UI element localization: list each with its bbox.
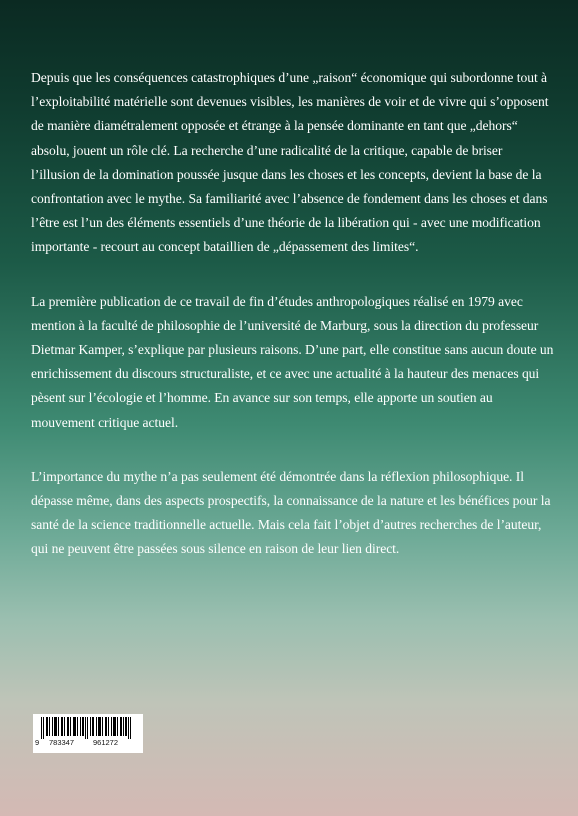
blurb-paragraph-2: La première publication de ce travail de fin d’études anthropologiques réalisé en 1979 avec mention à la faculté de philosophie de l’université de Marburg, sous la direction du professeur Dietmar Kamper, s’explique par plusieurs raisons. D’une part, elle constitue sans aucun doute un enrichissement du discours structuraliste, et ce avec une actualité à la hauteur des menaces qui pèsent sur l’écologie et l’homme. En avance sur son temps, elle apporte un soutien au mouvement critique actuel. — [31, 293, 554, 430]
isbn-barcode — [33, 714, 143, 753]
barcode-left-group: 783347 — [49, 738, 75, 747]
barcode-right-group: 961272 — [93, 738, 119, 747]
barcode-bars-graphic — [37, 717, 139, 739]
barcode-digits — [33, 738, 143, 750]
barcode-lead-digit: 9 — [35, 738, 40, 747]
blurb-paragraph-3: L’importance du mythe n’a pas seulement été démontrée dans la réflexion philosophique. Il dépasse même, dans des aspects prospectifs, la connaissance de la nature et les bénéfices pour la santé de la science traditionnelle actuelle. Mais cela fait l’objet d’autres recherches de l’auteur, qui ne peuvent être passées sous silence en raison de leur lien direct. — [31, 468, 551, 557]
back-cover-blurb — [31, 66, 554, 592]
blurb-paragraph-1: Depuis que les conséquences catastrophiques d’une „raison“ économique qui subordonne tout à l’exploitabilité matérielle sont devenues visibles, les manières de voir et de vivre qui s’opposent de manière diamétralement opposée et étrange à la pensée dominante en tant que „dehors“ absolu, jouent un rôle clé. La recherche d’une radicalité de la critique, capable de briser l’illusion de la domination poussée jusque dans les choses et les concepts, devient la base de la confrontation avec le mythe. Sa familiarité avec l’absence de fondement dans les choses et dans l’être est l’un des éléments essentiels d’une théorie de la libération qui - avec une modification importante - recourt au concept bataillien de „dépassement des limites“. — [31, 70, 549, 255]
